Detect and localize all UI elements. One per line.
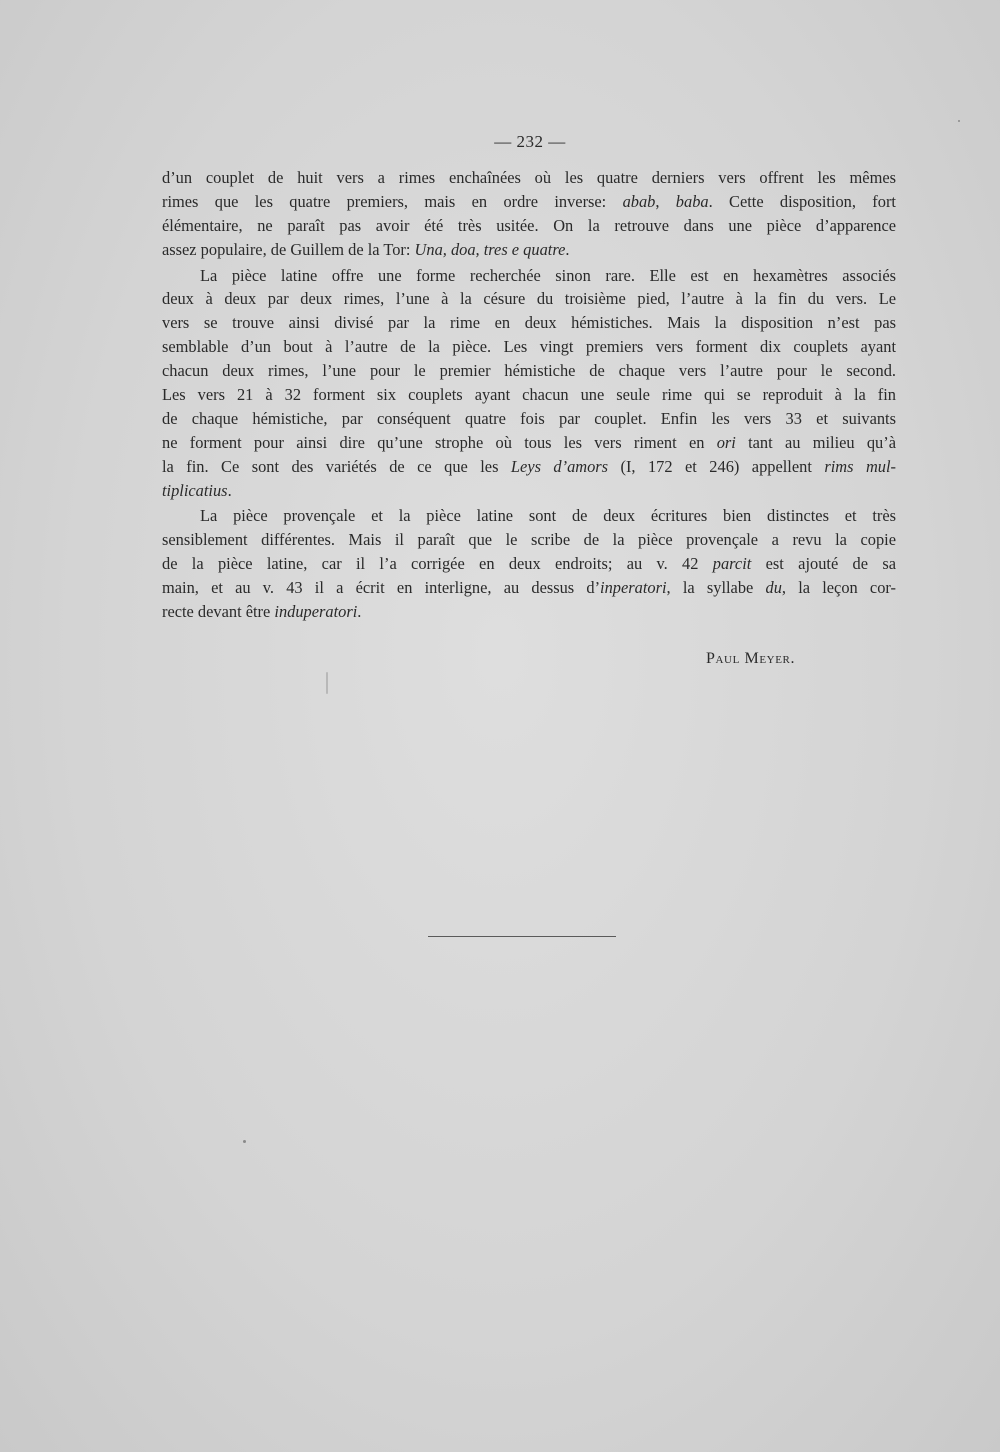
text-run: vers se trouve ainsi divisé par la rime en deux hémistiches. Mais la disposition n’est pas [162,313,896,333]
italic-run: baba [675,191,709,211]
text-line [162,600,896,624]
text-line [162,455,896,479]
text-run: . [565,239,570,259]
text-run: deux à deux par deux rimes, l’une à la césure du troisième pied, l’autre à la fin du vers. Le [162,289,896,309]
text-line [162,504,896,528]
text-run: de chaque hémistiche, par conséquent quatre fois par couplet. Enfin les vers 33 et suivants [162,408,896,428]
italic-run: abab [622,191,656,211]
text-line [162,190,896,214]
text-run: recte devant être [162,602,275,622]
text-run: . [357,602,362,622]
text-line [162,166,896,190]
text-run: chacun deux rimes, l’une pour le premier hémistiche de chaque vers l’autre pour le second. [162,361,896,381]
italic-run: inperatori [600,578,667,598]
text-line [162,552,896,576]
text-run: la fin. Ce sont des variétés de ce que les [162,456,511,476]
text-line [162,311,896,335]
body-text [162,166,896,624]
text-run: rimes que les quatre premiers, mais en ordre inverse: [162,191,623,211]
text-run: semblable d’un bout à l’autre de la pièce. Les vingt premiers vers forment dix couplets ayant [162,337,896,357]
author-signature [706,650,795,668]
text-run: La pièce latine offre une forme recherchée sinon rare. Elle est en hexamètres associés [200,265,896,285]
signature-text: Paul Meyer. [706,650,796,667]
text-line [162,528,896,552]
text-run: , [655,191,676,211]
text-run: Les vers 21 à 32 forment six couplets ayant chacun une seule rime qui se reproduit à la fin [162,385,896,405]
text-run: La pièce provençale et la pièce latine sont de deux écritures bien distinctes et très [200,506,896,526]
text-line [162,238,896,262]
italic-run: du [765,578,782,598]
text-line [162,431,896,455]
paper-speck [243,1140,246,1143]
italic-run: rims mul- [824,456,896,476]
text-line [162,359,896,383]
text-line [162,407,896,431]
text-line [162,383,896,407]
paper-speck [326,672,328,694]
text-line [162,287,896,311]
text-run: élémentaire, ne paraît pas avoir été très usitée. On la retrouve dans une pièce d’apparence [162,215,896,235]
text-run: , la syllabe [666,578,766,598]
italic-run: parcit [712,554,752,574]
paragraph [162,504,896,623]
page-number: — 232 — [494,132,566,151]
text-line [162,214,896,238]
end-rule [428,936,616,937]
paragraph [162,166,896,262]
text-run: assez populaire, de Guillem de la Tor: [162,239,415,259]
text-run: main, et au v. 43 il a écrit en interligne, au dessus d’ [162,578,601,598]
text-line [162,479,896,503]
paper-speck [958,120,960,122]
italic-run: ori [716,432,736,452]
text-run: tant au milieu qu’à [735,432,896,452]
text-line [162,264,896,288]
text-run: de la pièce latine, car il l’a corrigée en deux endroits; au v. 42 [162,554,713,574]
text-run: , la leçon cor- [781,578,896,598]
text-run: est ajouté de sa [751,554,896,574]
italic-run: induperatori [274,602,358,622]
paragraph [162,264,896,503]
text-line [162,335,896,359]
italic-run: Leys d’amors [510,456,609,476]
text-run: (I, 172 et 246) appellent [608,456,825,476]
text-run: sensiblement différentes. Mais il paraît que le scribe de la pièce provençale a revu la copie [162,530,896,550]
text-line [162,576,896,600]
text-run: . Cette disposition, fort [708,191,896,211]
italic-run: tiplicatius [162,480,228,500]
text-run: d’un couplet de huit vers a rimes enchaînées où les quatre derniers vers offrent les mêmes [162,168,896,187]
italic-run: Una, doa, tres e quatre [414,239,566,259]
text-run: . [227,480,232,500]
text-run: ne forment pour ainsi dire qu’une strophe où tous les vers riment en [162,432,717,452]
